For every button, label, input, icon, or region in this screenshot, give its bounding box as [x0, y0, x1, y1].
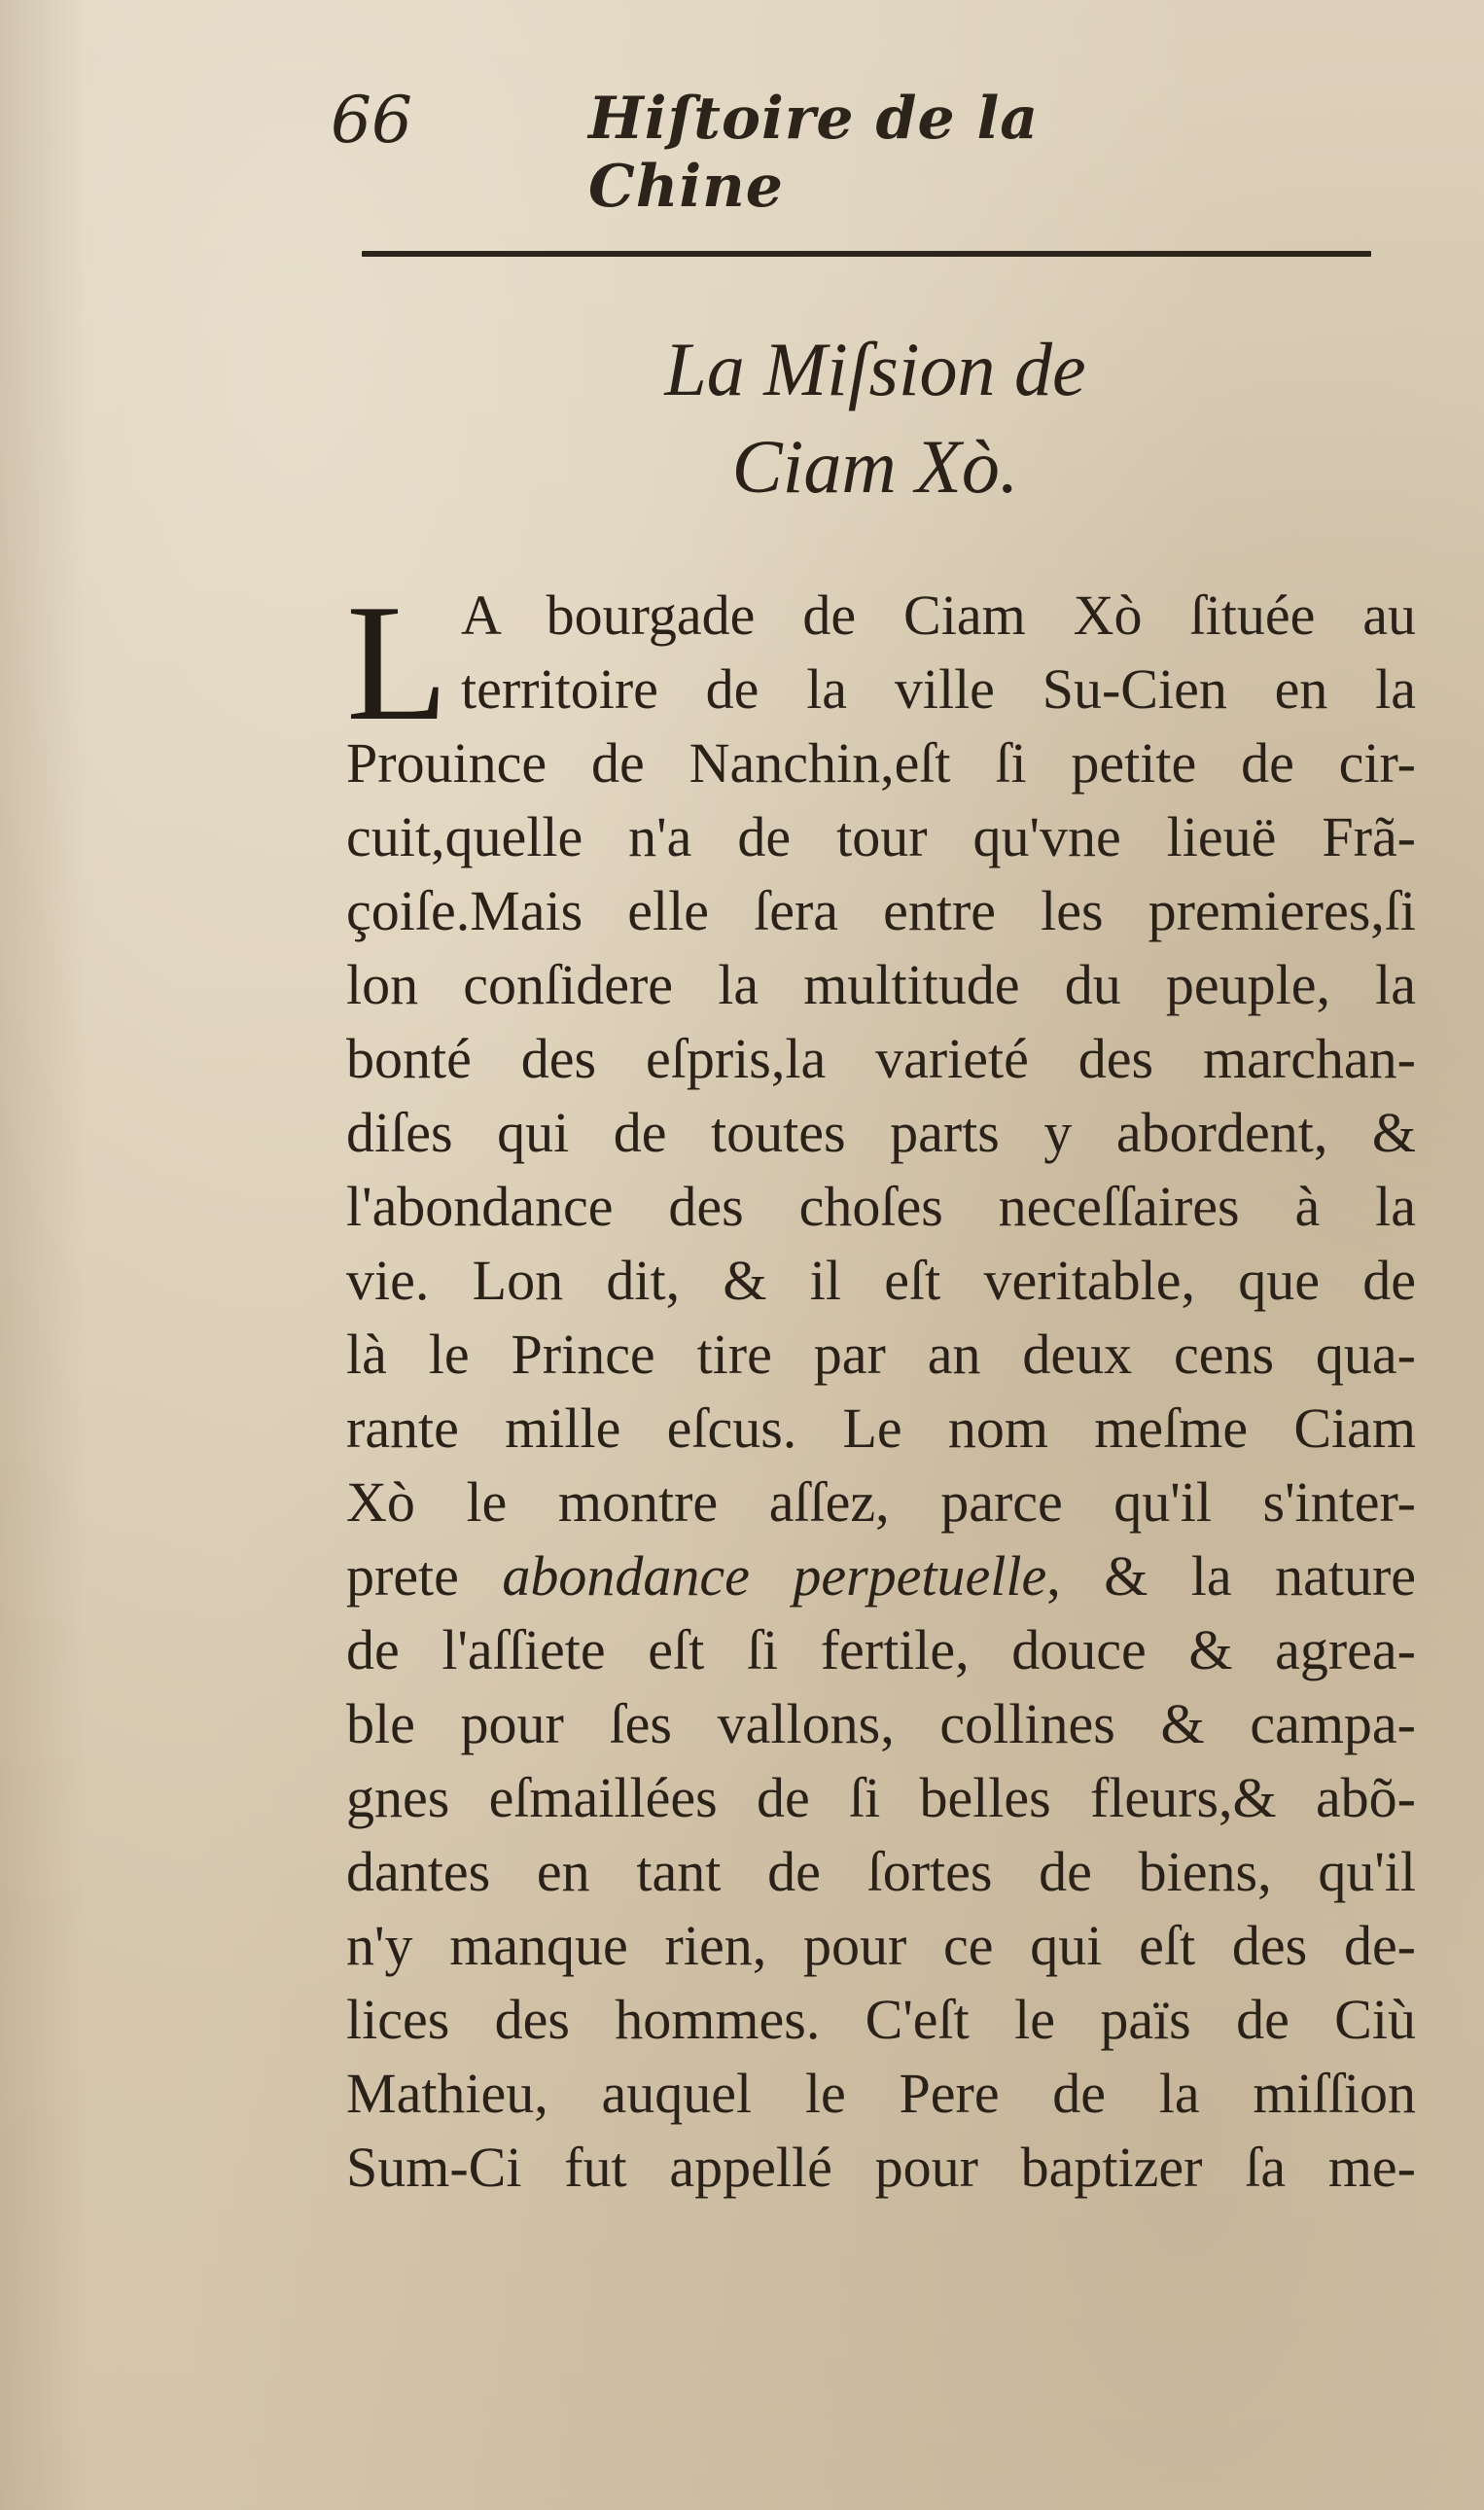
text-line: territoire de la ville Su-Cien en la: [461, 657, 1416, 721]
text-line: Xò le montre aſſez, parce qu'il s'inter-: [346, 1470, 1416, 1534]
text-line: Mathieu, auquel le Pere de la miſſion: [346, 2062, 1416, 2125]
text-line: vie. Lon dit, & il eſt veritable, que de: [346, 1249, 1416, 1312]
text-line: n'y manque rien, pour ce qui eſt des de-: [346, 1914, 1416, 1977]
italic-phrase: abondance perpetuelle: [502, 1544, 1047, 1608]
text-line: lices des hommes. C'eſt le païs de Ciù: [346, 1988, 1416, 2051]
section-heading-line-2: Ciam Xò.: [731, 424, 1019, 509]
text-line: A bourgade de Ciam Xò ſituée au: [461, 583, 1416, 647]
section-heading: [486, 321, 1264, 515]
section-heading-line-1: La Miſsion de: [664, 327, 1086, 411]
text-line: rante mille eſcus. Le nom meſme Ciam: [346, 1396, 1416, 1460]
text-line: gnes eſmaillées de ſi belles fleurs,& abõ-: [346, 1766, 1416, 1829]
text-line: lon conſidere la multitude du peuple, la: [346, 953, 1416, 1016]
text-line: Prouince de Nanchin,eſt ſi petite de cir-: [346, 731, 1416, 795]
running-header: [331, 83, 1206, 221]
text-line: là le Prince tire par an deux cens qua-: [346, 1323, 1416, 1386]
page-number: 66: [331, 83, 412, 158]
text-line: bonté des eſpris,la varieté des marchan-: [346, 1027, 1416, 1090]
page-edge-shadow: [0, 0, 88, 2510]
text-line: l'abondance des choſes neceſſaires à la: [346, 1175, 1416, 1238]
text-line: diſes qui de toutes parts y abordent, &: [346, 1101, 1416, 1164]
text-segment: prete: [346, 1544, 503, 1608]
text-line: çoiſe.Mais elle ſera entre les premieres,ſi: [346, 879, 1416, 942]
text-line: cuit,quelle n'a de tour qu'vne lieuë Frã-: [346, 805, 1416, 868]
text-line: dantes en tant de ſortes de biens, qu'il: [346, 1840, 1416, 1903]
text-line: Sum-Ci fut appellé pour baptizer ſa me-: [346, 2136, 1416, 2199]
running-title: Hiſtoire de la Chine: [588, 85, 1040, 221]
header-rule: [362, 251, 1371, 257]
drop-cap: L: [346, 571, 449, 756]
text-segment: , & la nature: [1046, 1544, 1417, 1608]
text-line: de l'aſſiete eſt ſi fertile, douce & agrea-: [346, 1618, 1416, 1681]
body-text: [346, 571, 1417, 2205]
text-line: ble pour ſes vallons, collines & campa-: [346, 1692, 1416, 1755]
text-line-with-italic: [346, 1539, 1416, 1613]
